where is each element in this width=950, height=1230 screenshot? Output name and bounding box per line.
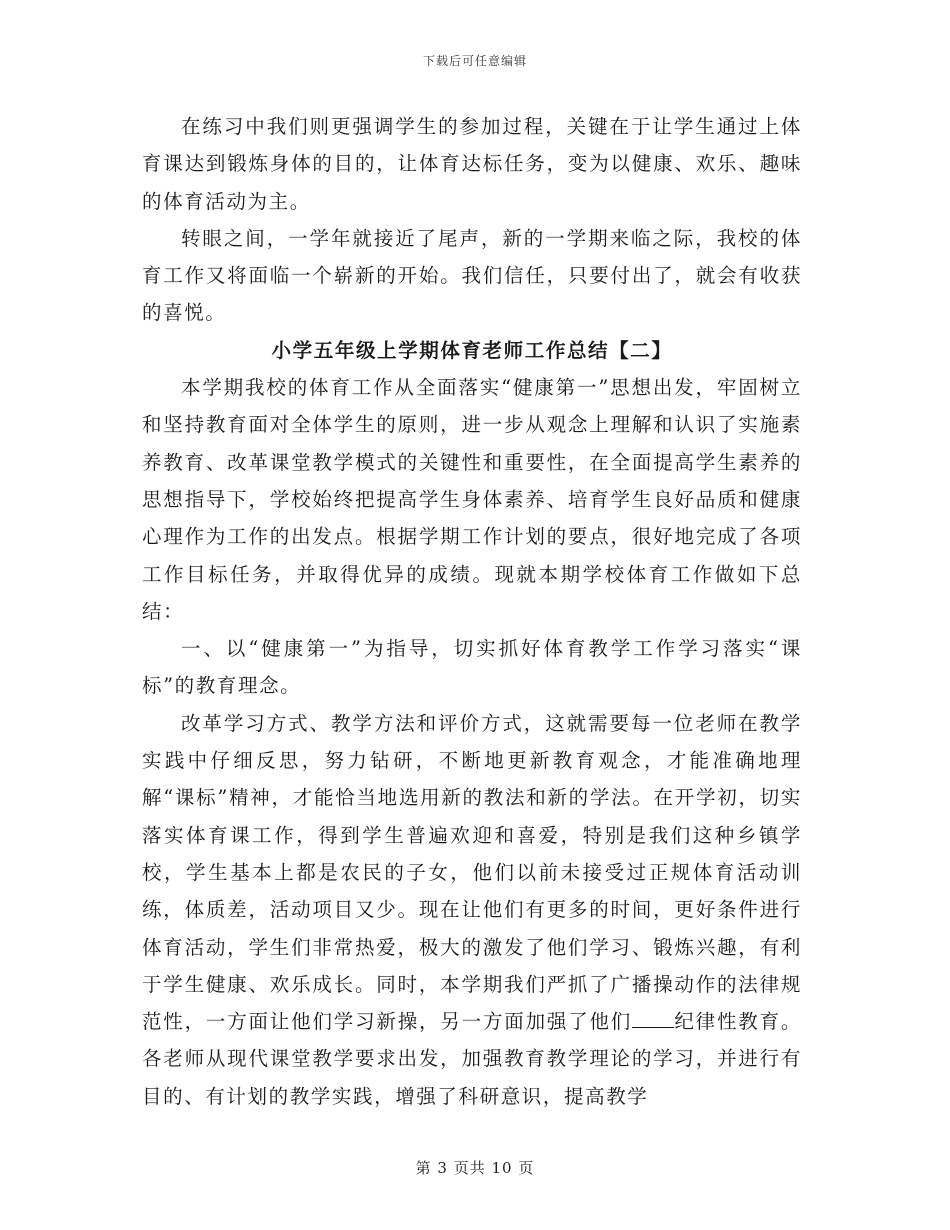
paragraph-practice: 在练习中我们则更强调学生的参加过程，关键在于让学生通过上体育课达到锻炼身体的目的，让体育达标任务，变为以健康、欢乐、趣味的体育活动为主。 [142, 115, 802, 213]
paragraph-point-one: 一、以“健康第一”为指导，切实抓好体育教学工作学习落实“课标”的教育理念。 [142, 637, 802, 698]
section-title: 小学五年级上学期体育老师工作总结【二】 [271, 338, 673, 362]
paragraph-reform [142, 705, 802, 1115]
paragraph-intro: 本学期我校的体育工作从全面落实“健康第一”思想出发，牢固树立和坚持教育面对全体学生的原则，进一步从观念上理解和认识了实施素养教育、改革课堂教学模式的关键性和重要性，在全面提高学生素养的思想指导下，学校始终把提高学生身体素养、培育学生良好品质和健康心理作为工作的出发点。根据学期工作计划的要点，很好地完成了各项工作目标任务，并取得优异的成绩。现就本期学校体育工作做如下总结： [142, 376, 802, 623]
page-header-note: 下载后可任意编辑 [422, 54, 527, 68]
page-number-footer: 第 3 页共 10 页 [415, 1159, 535, 1177]
paragraph-reform-part-b: 纪律性教育。各老师从现代课堂教学要求出发，加强教育教学理论的学习，并进行有目的、有计划的教学实践，增强了科研意识，提高教学 [142, 1010, 802, 1108]
paragraph-semester-end: 转眼之间，一学年就接近了尾声，新的一学期来临之际，我校的体育工作又将面临一个崭新的开始。我们信任，只要付出了，就会有收获的喜悦。 [142, 226, 802, 325]
paragraph-reform-part-a: 改革学习方式、教学方法和评价方式，这就需要每一位老师在教学实践中仔细反思，努力钻研，不断地更新教育观念，才能准确地理解“课标”精神，才能恰当地选用新的教法和新的学法。在开学初，切实落实体育课工作，得到学生普遍欢迎和喜爱，特别是我们这种乡镇学校，学生基本上都是农民的子女，他们以前未接受过正规体育活动训练，体质差，活动项目又少。现在让他们有更多的时间，更好条件进行体育活动，学生们非常热爱，极大的激发了他们学习、锻炼兴趣，有利于学生健康、欢乐成长。同时，本学期我们严抓了广播操动作的法律规范性，一方面让他们学习新操，另一方面加强了他们 [142, 711, 802, 1034]
document-body [142, 108, 802, 1115]
fill-blank-line [632, 1009, 674, 1028]
